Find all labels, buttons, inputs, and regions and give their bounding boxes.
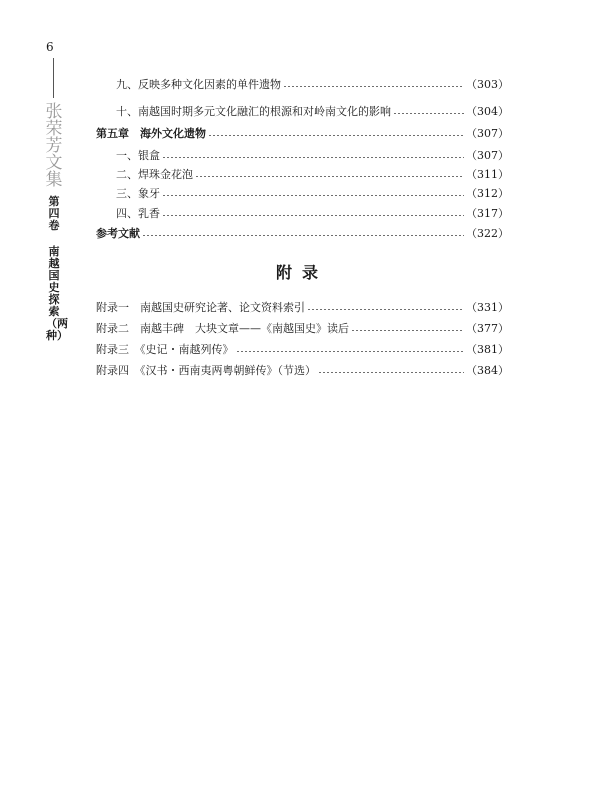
appendix-entry-title: 附录二 南越丰碑 大块文章——《南越国史》读后 <box>96 322 349 335</box>
appendix-entry-title: 附录四 《汉书・西南夷两粤朝鲜传》（节选） <box>96 364 316 377</box>
toc-entry-page: （303） <box>466 78 509 91</box>
toc-entry-page: （304） <box>466 105 509 118</box>
dot-leader <box>351 330 464 331</box>
toc-entry-page: （317） <box>466 207 509 220</box>
dot-leader <box>162 195 464 196</box>
book-subtitle: 南越国史探索（两种） <box>46 245 68 342</box>
toc-entry-page: （307） <box>466 127 509 140</box>
dot-leader <box>283 86 464 87</box>
side-rule <box>53 58 54 98</box>
appendix-entry-page: （331） <box>466 301 509 314</box>
dot-leader <box>195 176 464 177</box>
appendix-entry-page: （384） <box>466 364 509 377</box>
appendix-entry-title: 附录三 《史记・南越列传》 <box>96 343 234 356</box>
toc-entry-title: 参考文献 <box>96 227 140 240</box>
appendix-entry <box>96 297 509 317</box>
dot-leader <box>236 351 465 352</box>
appendix-entry-page: （381） <box>466 343 509 356</box>
page-number: 6 <box>46 40 54 54</box>
toc-entry <box>116 145 509 165</box>
toc-chapter-entry <box>96 123 509 143</box>
appendix-entry <box>96 339 509 359</box>
dot-leader <box>162 215 464 216</box>
toc-entry <box>116 164 509 184</box>
toc-entry-page: （307） <box>466 149 509 162</box>
toc-entry-title: 第五章 海外文化遗物 <box>96 127 206 140</box>
volume-label: 第四卷 <box>48 195 60 232</box>
toc-entry-page: （322） <box>466 227 509 240</box>
dot-leader <box>307 309 464 310</box>
appendix-entry <box>96 318 509 338</box>
appendix-entry-title: 附录一 南越国史研究论著、论文资料索引 <box>96 301 305 314</box>
toc-entry-title: 九、反映多种文化因素的单件遗物 <box>116 78 281 91</box>
toc-entry-page: （312） <box>466 187 509 200</box>
toc-entry <box>116 203 509 223</box>
toc-entry-title: 四、乳香 <box>116 207 160 220</box>
dot-leader <box>318 372 464 373</box>
toc-entry-title: 十、南越国时期多元文化融汇的根源和对岭南文化的影响 <box>116 105 391 118</box>
dot-leader <box>208 135 464 136</box>
toc-entry <box>116 74 509 94</box>
toc-chapter-entry <box>96 223 509 243</box>
series-title: 张荣芳文集 <box>45 102 63 190</box>
toc-entry-title: 二、焊珠金花泡 <box>116 168 193 181</box>
toc-entry <box>116 183 509 203</box>
toc-entry <box>116 101 509 121</box>
dot-leader <box>393 113 464 114</box>
toc-entry-page: （311） <box>466 168 509 181</box>
toc-entry-title: 三、象牙 <box>116 187 160 200</box>
appendix-entry-page: （377） <box>466 322 509 335</box>
dot-leader <box>162 157 464 158</box>
appendix-heading: 附录 <box>275 263 328 282</box>
appendix-entry <box>96 360 509 380</box>
toc-entry-title: 一、银盒 <box>116 149 160 162</box>
dot-leader <box>142 235 464 236</box>
